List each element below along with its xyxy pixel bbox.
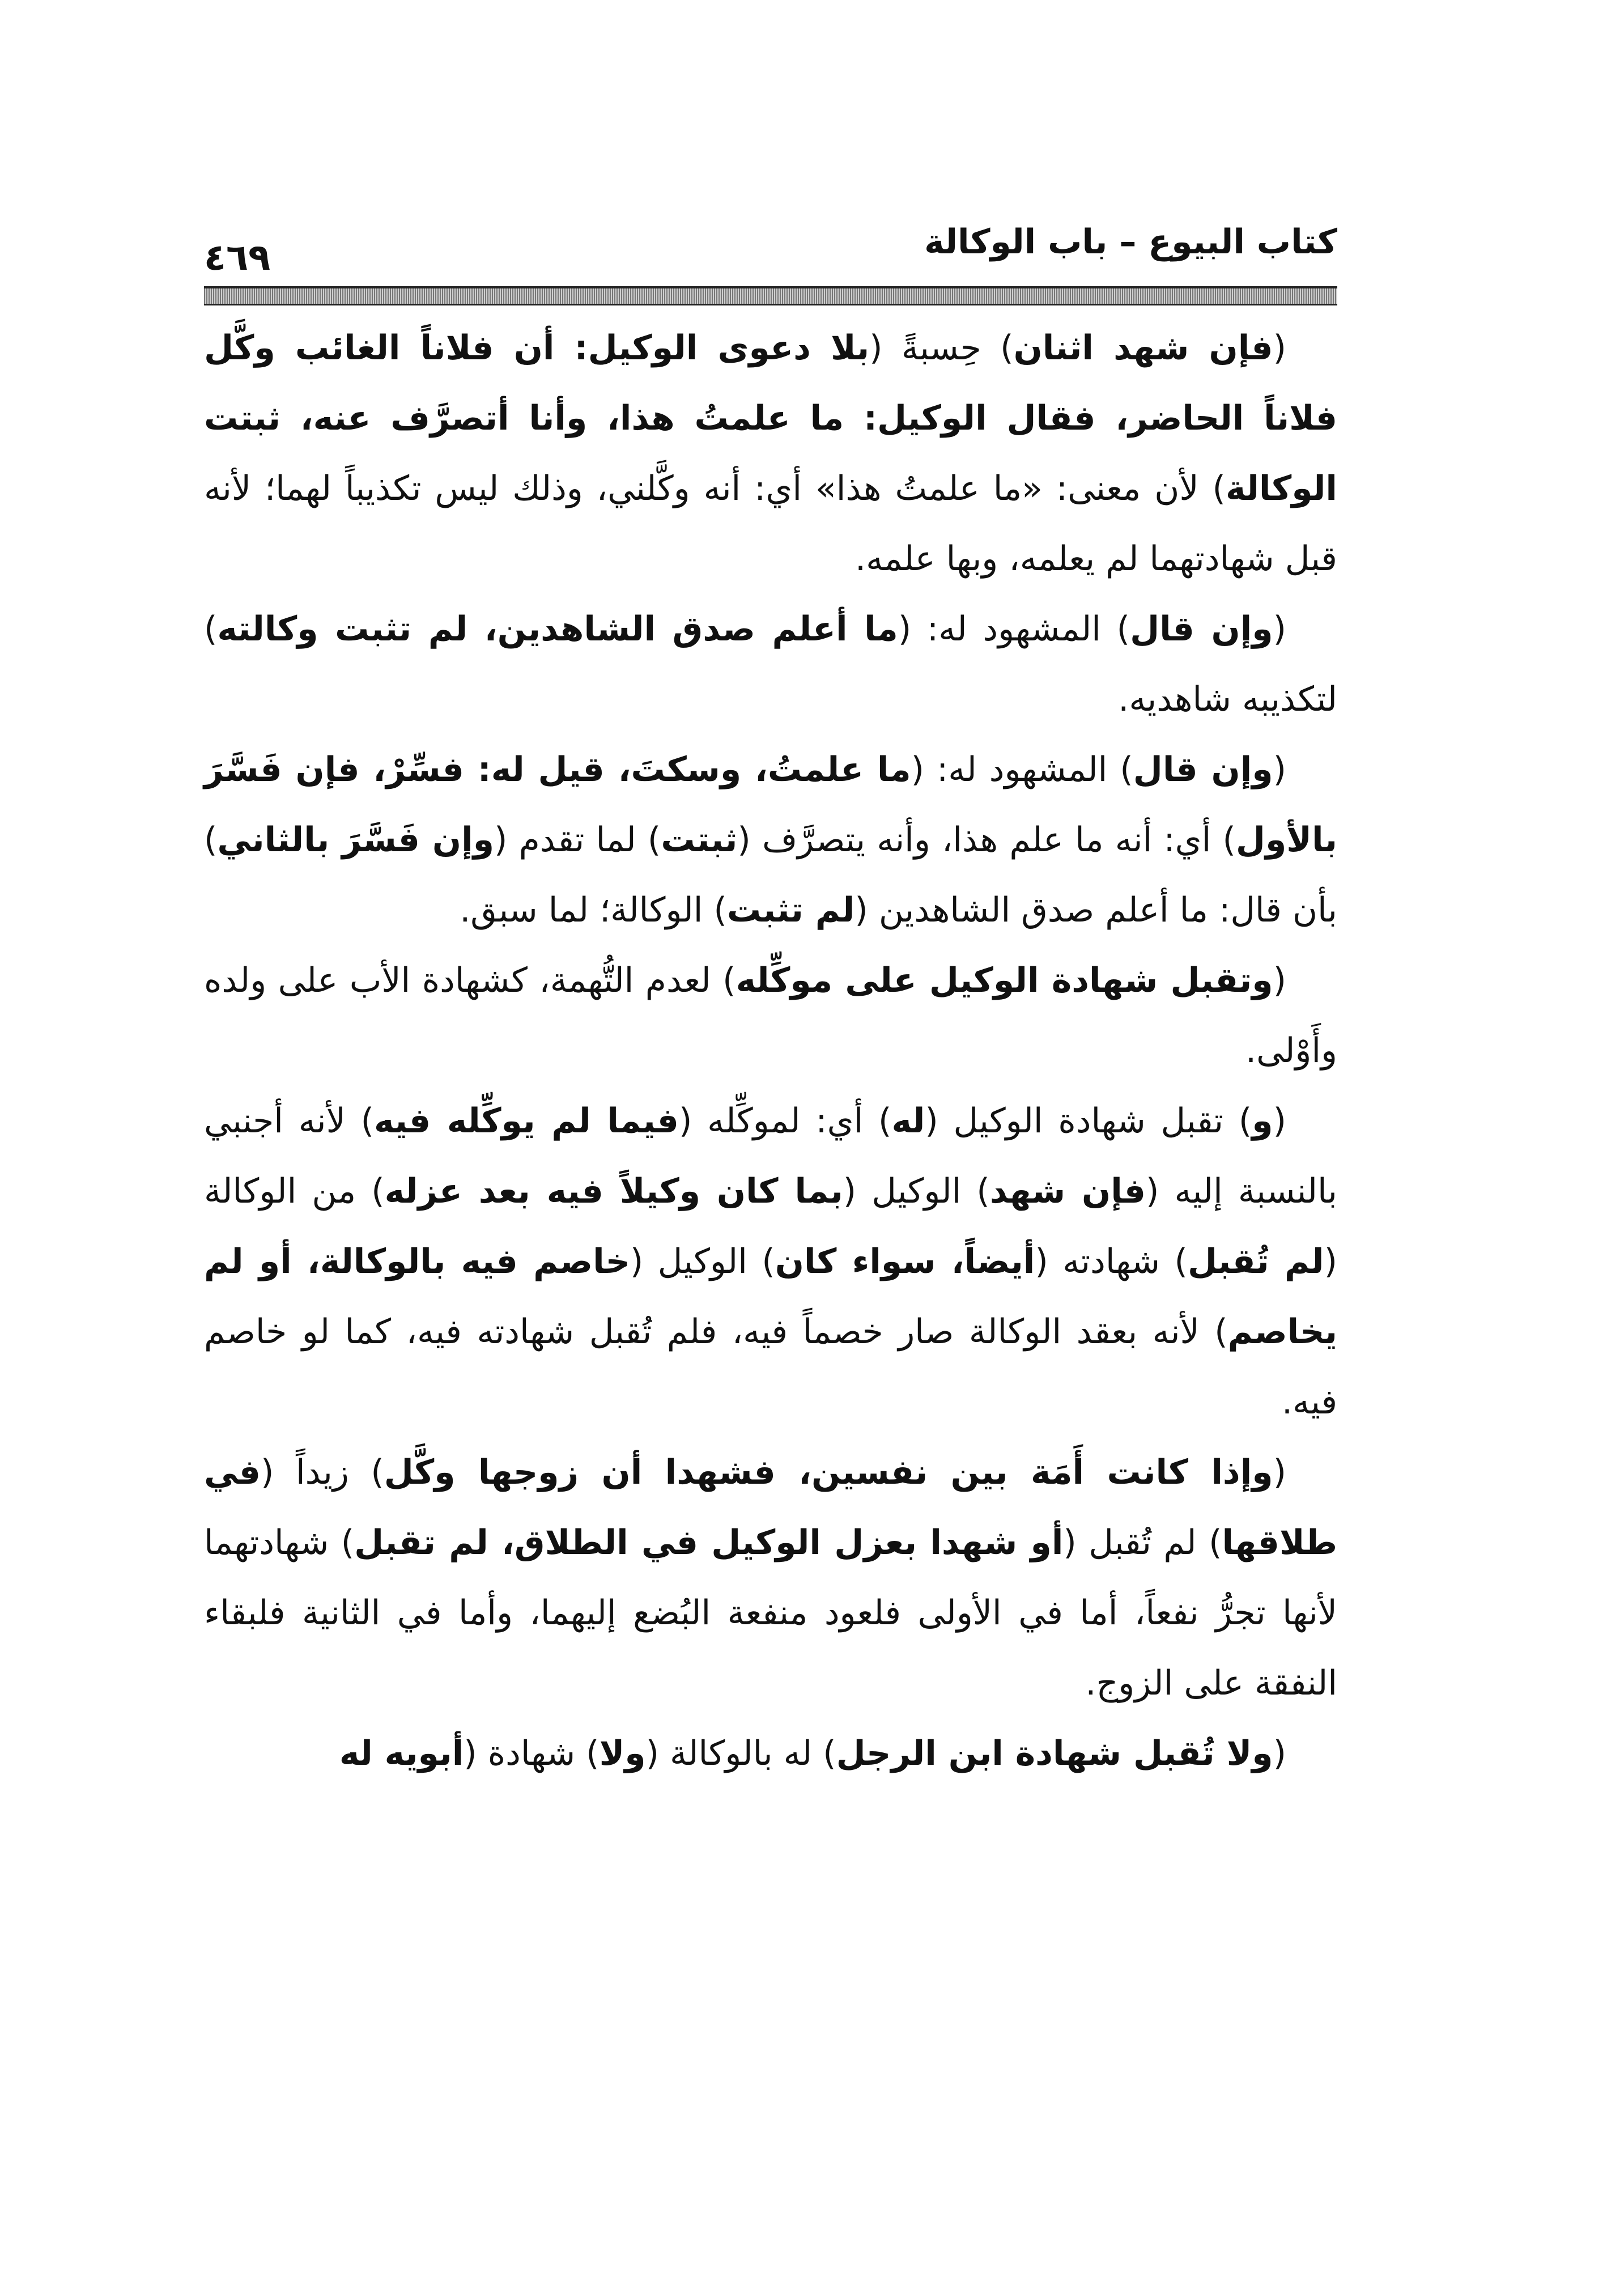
sharh-text: ) لم تُقبل ( (1063, 1523, 1222, 1562)
matn-text: وتقبل شهادة الوكيل على موكِّله (736, 961, 1273, 1000)
sharh-text: ) الوكالة؛ لما سبق. (460, 890, 727, 930)
matn-text: وإن قال (1130, 609, 1273, 649)
sharh-text: ) لتكذيبه شاهديه. (204, 609, 1337, 719)
matn-text: ما أعلم صدق الشاهدين، لم تثبت وكالته (217, 609, 898, 649)
matn-text: وإن قال (1133, 750, 1273, 789)
matn-text: فإن شهد (989, 1171, 1146, 1211)
matn-text: ولا (599, 1734, 646, 1773)
body-text (204, 313, 1337, 1789)
paragraph (204, 945, 1337, 1086)
paragraph (204, 734, 1337, 945)
page-number: ٤٦٩ (204, 237, 271, 279)
matn-text: في طلاقها (204, 1453, 1338, 1562)
matn-text: ثبتت (661, 820, 738, 860)
sharh-text: ) أي: لموكِّله ( (678, 1101, 892, 1141)
paragraph-indent (1286, 961, 1337, 1000)
matn-text: أيضاً، سواء كان (775, 1242, 1035, 1281)
matn-text: بما كان وكيلاً فيه بعد عزله (384, 1171, 843, 1211)
sharh-text: ) زيداً ( (261, 1453, 384, 1492)
sharh-text: ) لأن معنى: «ما علمتُ هذا» أي: أنه وكَّلني، وذلك ليس تكذيباً لهما؛ لأنه قبل شهادتهما لم يعلمه، وبها علمه. (204, 469, 1337, 579)
sharh-text: ) له بالوكالة ( (645, 1734, 836, 1773)
paragraph (204, 1086, 1337, 1437)
sharh-text: ) حِسبةً ( (869, 328, 1014, 368)
sharh-text: ) تقبل شهادة الوكيل ( (925, 1101, 1252, 1141)
matn-text: ما علمتُ، وسكتَ، قيل له: فسِّرْ، فإن فَسَّرَ بالأول (204, 750, 1337, 860)
paragraph-indent (1286, 1734, 1337, 1773)
matn-text: فيما لم يوكِّله فيه (374, 1101, 679, 1141)
paragraph-indent (1286, 328, 1337, 368)
matn-text: ولا تُقبل شهادة ابن الرجل (836, 1734, 1273, 1773)
sharh-text: ( (1273, 328, 1286, 368)
matn-text: لم تثبت (726, 890, 855, 930)
matn-text: له (891, 1101, 925, 1141)
sharh-text: ) لأنه بعقد الوكالة صار خصماً فيه، فلم تُقبل شهادته فيه، كما لو خاصم فيه. (204, 1312, 1337, 1422)
paragraph-indent (1286, 1453, 1337, 1492)
sharh-text: ) لما تقدم ( (494, 820, 661, 860)
paragraph-indent (1286, 609, 1337, 649)
matn-text: وإذا كانت أَمَة بين نفسين، فشهدا أن زوجها وكَّل (384, 1453, 1273, 1492)
sharh-text: ( (1273, 1734, 1286, 1773)
paragraph (204, 313, 1337, 594)
sharh-text: ( (1273, 609, 1287, 649)
matn-text: بلا دعوى الوكيل: أن فلاناً الغائب وكَّل فلاناً الحاضر، فقال الوكيل: ما علمتُ هذا، وأنا أتصرَّف عنه، ثبتت الوكالة (204, 328, 1337, 508)
sharh-text: ) المشهود له: ( (898, 609, 1130, 649)
sharh-text: ) بأن قال: ما أعلم صدق الشاهدين ( (204, 820, 1337, 930)
matn-text: فإن شهد اثنان (1013, 328, 1273, 368)
sharh-text: ) لأنه أجنبي بالنسبة إليه ( (204, 1101, 1337, 1211)
sharh-text: ) شهادته ( (1035, 1242, 1188, 1281)
sharh-text: ( (1273, 750, 1286, 789)
matn-text: وإن فَسَّرَ بالثاني (217, 820, 495, 860)
matn-text: لم تُقبل (1187, 1242, 1324, 1281)
paragraph (204, 1718, 1337, 1789)
sharh-text: ) الوكيل ( (630, 1242, 775, 1281)
sharh-text: ( (1273, 961, 1286, 1000)
sharh-text: ) الوكيل ( (843, 1171, 990, 1211)
sharh-text: ) شهادتهما لأنها تجرُّ نفعاً، أما في الأولى فلعود منفعة البُضع إليهما، وأما في الثانية فلبقاء النفقة على الزوج. (204, 1523, 1337, 1703)
paragraph (204, 1437, 1337, 1718)
header-rule (204, 286, 1337, 305)
sharh-text: ) لعدم التُّهمة، كشهادة الأب على ولده وأَوْلى. (204, 961, 1337, 1071)
paragraph-indent (1286, 750, 1337, 789)
matn-text: خاصم فيه بالوكالة، أو لم يخاصم (204, 1242, 1337, 1352)
running-header (204, 222, 1337, 284)
matn-text: و (1252, 1101, 1273, 1141)
sharh-text: ( (1273, 1101, 1286, 1141)
sharh-text: ( (1273, 1453, 1286, 1492)
running-title: كتاب البيوع – باب الوكالة (924, 222, 1337, 262)
paragraph-indent (1286, 1101, 1337, 1141)
paragraph (204, 594, 1337, 734)
sharh-text: ) أي: أنه ما علم هذا، وأنه يتصرَّف ( (737, 820, 1236, 860)
matn-text: أبويه له (339, 1734, 464, 1773)
sharh-text: ) من الوكالة ( (204, 1171, 1337, 1281)
matn-text: أو شهدا بعزل الوكيل في الطلاق، لم تقبل (354, 1523, 1064, 1562)
sharh-text: ) شهادة ( (464, 1734, 600, 1773)
sharh-text: ) المشهود له: ( (911, 750, 1133, 789)
